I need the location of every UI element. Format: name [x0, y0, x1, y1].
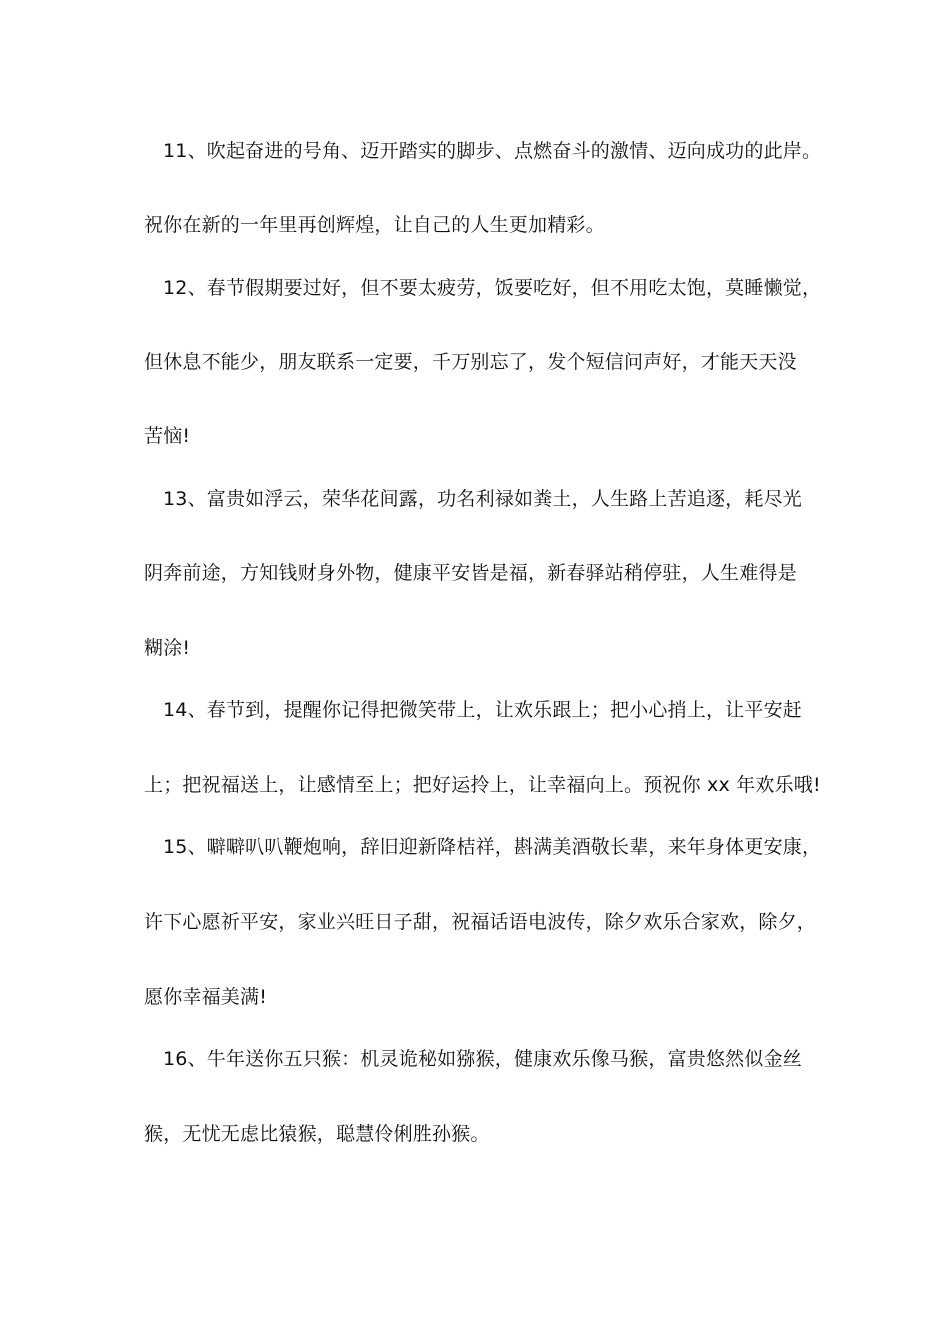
paragraph-line: 14、春节到，提醒你记得把微笑带上，让欢乐跟上；把小心捎上，让平安赶 — [163, 699, 802, 721]
paragraph-line: 许下心愿祈平安，家业兴旺日子甜，祝福话语电波传，除夕欢乐合家欢，除夕， — [144, 911, 817, 933]
paragraph-line: 11、吹起奋进的号角、迈开踏实的脚步、点燃奋斗的激情、迈向成功的此岸。 — [163, 140, 822, 162]
paragraph-line: 阴奔前途，方知钱财身外物，健康平安皆是福，新春驿站稍停驻，人生难得是 — [144, 562, 797, 584]
paragraph-line: 但休息不能少，朋友联系一定要，千万别忘了，发个短信问声好，才能天天没 — [144, 351, 797, 373]
paragraph-line: 上；把祝福送上，让感情至上；把好运拎上，让幸福向上。预祝你 xx 年欢乐哦! — [144, 774, 821, 796]
paragraph-line: 愿你幸福美满! — [144, 986, 268, 1008]
paragraph-line: 祝你在新的一年里再创辉煌，让自己的人生更加精彩。 — [144, 214, 605, 236]
paragraph-line: 13、富贵如浮云，荣华花间露，功名利禄如粪土，人生路上苦追逐，耗尽光 — [163, 488, 802, 510]
paragraph-line: 12、春节假期要过好，但不要太疲劳，饭要吃好，但不用吃太饱，莫睡懒觉， — [163, 277, 822, 299]
paragraph-line: 苦恼! — [144, 425, 191, 447]
paragraph-line: 糊涂! — [144, 637, 191, 659]
paragraph-line: 猴，无忧无虑比猿猴，聪慧伶俐胜孙猴。 — [144, 1123, 490, 1145]
paragraph-line: 15、噼噼叭叭鞭炮响，辞旧迎新降桔祥，斟满美酒敬长辈，来年身体更安康， — [163, 836, 822, 858]
paragraph-line: 16、牛年送你五只猴：机灵诡秘如猕猴，健康欢乐像马猴，富贵悠然似金丝 — [163, 1048, 802, 1070]
